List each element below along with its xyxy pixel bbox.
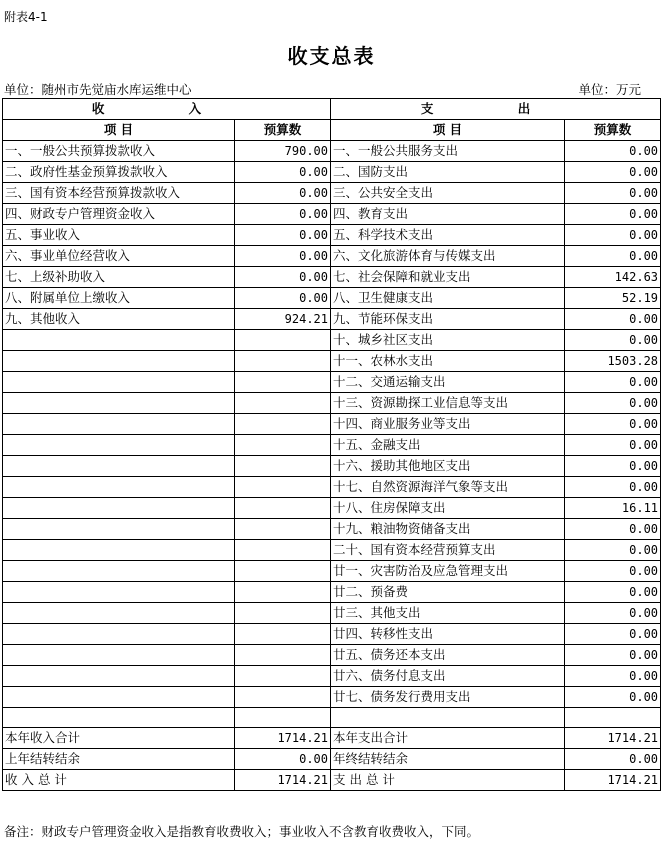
total-row xyxy=(3,749,661,770)
income-value-cell xyxy=(235,708,331,728)
unit-currency: 单位：万元 xyxy=(578,82,641,97)
expense-item-cell: 十一、农林水支出 xyxy=(331,351,565,372)
expense-item-cell: 十八、住房保障支出 xyxy=(331,498,565,519)
table-row xyxy=(3,519,661,540)
expense-item-cell: 八、卫生健康支出 xyxy=(331,288,565,309)
table-row xyxy=(3,540,661,561)
expense-item-cell: 廿四、转移性支出 xyxy=(331,624,565,645)
expense-item-cell: 廿七、债务发行费用支出 xyxy=(331,687,565,708)
expense-value-cell: 0.00 xyxy=(565,477,661,498)
expense-value-cell: 0.00 xyxy=(565,372,661,393)
income-value-cell xyxy=(235,687,331,708)
income-item-cell xyxy=(3,645,235,666)
expense-item-cell: 廿五、债务还本支出 xyxy=(331,645,565,666)
income-value-cell xyxy=(235,414,331,435)
expense-item-cell: 十、城乡社区支出 xyxy=(331,330,565,351)
expense-value-cell: 0.00 xyxy=(565,540,661,561)
table-row xyxy=(3,687,661,708)
expense-item-cell: 十二、交通运输支出 xyxy=(331,372,565,393)
table-row xyxy=(3,498,661,519)
income-item-cell xyxy=(3,561,235,582)
total-row xyxy=(3,728,661,749)
income-item-cell xyxy=(3,519,235,540)
table-row xyxy=(3,435,661,456)
income-item-cell xyxy=(3,708,235,728)
page-title: 收支总表 xyxy=(287,44,376,68)
expense-section-header: 支 出 xyxy=(331,99,661,120)
table-row xyxy=(3,708,661,728)
income-item-cell xyxy=(3,351,235,372)
table-row xyxy=(3,393,661,414)
table-row xyxy=(3,162,661,183)
section-header-row xyxy=(3,99,661,120)
expense-value-cell: 52.19 xyxy=(565,288,661,309)
income-value-cell xyxy=(235,666,331,687)
expense-item-cell: 二十、国有资本经营预算支出 xyxy=(331,540,565,561)
expense-item-cell: 四、教育支出 xyxy=(331,204,565,225)
income-value-cell xyxy=(235,477,331,498)
expense-item-cell: 七、社会保障和就业支出 xyxy=(331,267,565,288)
income-item-cell xyxy=(3,435,235,456)
table-row xyxy=(3,645,661,666)
footnote: 备注：财政专户管理资金收入是指教育收费收入；事业收入不含教育收费收入，下同。 xyxy=(4,824,480,839)
expense-value-cell: 0.00 xyxy=(565,666,661,687)
expense-item-cell: 十九、粮油物资储备支出 xyxy=(331,519,565,540)
income-item-cell xyxy=(3,582,235,603)
income-item-cell xyxy=(3,540,235,561)
expense-value-cell: 0.00 xyxy=(565,309,661,330)
table-row xyxy=(3,477,661,498)
total-expense-value: 1714.21 xyxy=(565,728,661,749)
income-value-cell xyxy=(235,624,331,645)
table-row xyxy=(3,267,661,288)
table-row xyxy=(3,624,661,645)
income-section-header: 收 入 xyxy=(3,99,331,120)
expense-item-cell: 廿二、预备费 xyxy=(331,582,565,603)
expense-item-cell: 二、国防支出 xyxy=(331,162,565,183)
expense-value-cell: 0.00 xyxy=(565,456,661,477)
income-value-cell: 0.00 xyxy=(235,288,331,309)
income-value-cell xyxy=(235,351,331,372)
income-item-cell: 五、事业收入 xyxy=(3,225,235,246)
income-value-cell xyxy=(235,561,331,582)
income-value-cell: 0.00 xyxy=(235,246,331,267)
income-budget-column-header: 预算数 xyxy=(235,120,331,141)
income-value-cell xyxy=(235,603,331,624)
total-income-value: 0.00 xyxy=(235,749,331,770)
expense-value-cell: 0.00 xyxy=(565,582,661,603)
income-value-cell xyxy=(235,456,331,477)
expense-value-cell: 0.00 xyxy=(565,519,661,540)
expense-value-cell: 0.00 xyxy=(565,603,661,624)
expense-value-cell: 0.00 xyxy=(565,330,661,351)
income-item-cell xyxy=(3,393,235,414)
income-item-cell: 七、上级补助收入 xyxy=(3,267,235,288)
income-item-cell xyxy=(3,687,235,708)
expense-item-cell: 廿三、其他支出 xyxy=(331,603,565,624)
expense-item-cell: 三、公共安全支出 xyxy=(331,183,565,204)
expense-item-cell: 九、节能环保支出 xyxy=(331,309,565,330)
expense-value-cell: 16.11 xyxy=(565,498,661,519)
income-value-cell: 924.21 xyxy=(235,309,331,330)
expense-value-cell: 0.00 xyxy=(565,393,661,414)
expense-item-cell xyxy=(331,708,565,728)
expense-item-cell: 十三、资源勘探工业信息等支出 xyxy=(331,393,565,414)
income-item-cell xyxy=(3,372,235,393)
table-row xyxy=(3,666,661,687)
expense-item-cell: 五、科学技术支出 xyxy=(331,225,565,246)
income-item-cell: 三、国有资本经营预算拨款收入 xyxy=(3,183,235,204)
total-expense-label: 支 出 总 计 xyxy=(331,770,565,791)
total-income-value: 1714.21 xyxy=(235,728,331,749)
expense-value-cell: 0.00 xyxy=(565,141,661,162)
income-item-cell xyxy=(3,624,235,645)
expense-value-cell: 142.63 xyxy=(565,267,661,288)
income-value-cell: 0.00 xyxy=(235,204,331,225)
table-number: 附表4-1 xyxy=(4,10,48,24)
table-row xyxy=(3,288,661,309)
expense-item-cell: 十四、商业服务业等支出 xyxy=(331,414,565,435)
total-expense-label: 本年支出合计 xyxy=(331,728,565,749)
income-item-column-header: 项 目 xyxy=(3,120,235,141)
expense-item-cell: 十五、金融支出 xyxy=(331,435,565,456)
income-item-cell xyxy=(3,477,235,498)
expense-item-column-header: 项 目 xyxy=(331,120,565,141)
total-income-label: 收 入 总 计 xyxy=(3,770,235,791)
table-row xyxy=(3,561,661,582)
table-row xyxy=(3,141,661,162)
expense-value-cell xyxy=(565,708,661,728)
budget-summary-table xyxy=(2,98,661,791)
expense-value-cell: 0.00 xyxy=(565,225,661,246)
table-row xyxy=(3,246,661,267)
income-item-cell xyxy=(3,603,235,624)
expense-value-cell: 0.00 xyxy=(565,162,661,183)
income-value-cell xyxy=(235,393,331,414)
total-expense-label: 年终结转结余 xyxy=(331,749,565,770)
unit-organization: 单位：随州市先觉庙水库运维中心 xyxy=(4,82,192,97)
table-row xyxy=(3,603,661,624)
expense-value-cell: 0.00 xyxy=(565,183,661,204)
table-row xyxy=(3,204,661,225)
table-row xyxy=(3,330,661,351)
expense-value-cell: 0.00 xyxy=(565,687,661,708)
income-value-cell xyxy=(235,540,331,561)
table-row xyxy=(3,414,661,435)
table-row xyxy=(3,372,661,393)
income-value-cell: 0.00 xyxy=(235,162,331,183)
table-row xyxy=(3,351,661,372)
table-row xyxy=(3,225,661,246)
expense-value-cell: 0.00 xyxy=(565,246,661,267)
total-row xyxy=(3,770,661,791)
income-item-cell xyxy=(3,498,235,519)
expense-value-cell: 0.00 xyxy=(565,204,661,225)
income-value-cell: 790.00 xyxy=(235,141,331,162)
income-item-cell xyxy=(3,330,235,351)
table-row xyxy=(3,582,661,603)
income-value-cell xyxy=(235,330,331,351)
expense-value-cell: 0.00 xyxy=(565,414,661,435)
income-value-cell xyxy=(235,645,331,666)
income-item-cell: 八、附属单位上缴收入 xyxy=(3,288,235,309)
expense-budget-column-header: 预算数 xyxy=(565,120,661,141)
table-row xyxy=(3,309,661,330)
table-row xyxy=(3,456,661,477)
income-value-cell xyxy=(235,582,331,603)
column-header-row xyxy=(3,120,661,141)
income-item-cell: 九、其他收入 xyxy=(3,309,235,330)
total-expense-value: 0.00 xyxy=(565,749,661,770)
income-item-cell: 六、事业单位经营收入 xyxy=(3,246,235,267)
expense-value-cell: 1503.28 xyxy=(565,351,661,372)
expense-item-cell: 十七、自然资源海洋气象等支出 xyxy=(331,477,565,498)
income-item-cell: 一、一般公共预算拨款收入 xyxy=(3,141,235,162)
income-item-cell: 二、政府性基金预算拨款收入 xyxy=(3,162,235,183)
income-value-cell: 0.00 xyxy=(235,183,331,204)
expense-value-cell: 0.00 xyxy=(565,645,661,666)
income-item-cell: 四、财政专户管理资金收入 xyxy=(3,204,235,225)
expense-value-cell: 0.00 xyxy=(565,435,661,456)
expense-item-cell: 一、一般公共服务支出 xyxy=(331,141,565,162)
total-expense-value: 1714.21 xyxy=(565,770,661,791)
income-item-cell xyxy=(3,666,235,687)
total-income-value: 1714.21 xyxy=(235,770,331,791)
income-item-cell xyxy=(3,456,235,477)
income-value-cell: 0.00 xyxy=(235,267,331,288)
expense-value-cell: 0.00 xyxy=(565,624,661,645)
expense-item-cell: 廿六、债务付息支出 xyxy=(331,666,565,687)
total-income-label: 本年收入合计 xyxy=(3,728,235,749)
expense-value-cell: 0.00 xyxy=(565,561,661,582)
income-value-cell xyxy=(235,498,331,519)
income-value-cell xyxy=(235,372,331,393)
income-value-cell xyxy=(235,519,331,540)
expense-item-cell: 六、文化旅游体育与传媒支出 xyxy=(331,246,565,267)
table-row xyxy=(3,183,661,204)
income-value-cell: 0.00 xyxy=(235,225,331,246)
income-item-cell xyxy=(3,414,235,435)
expense-item-cell: 十六、援助其他地区支出 xyxy=(331,456,565,477)
expense-item-cell: 廿一、灾害防治及应急管理支出 xyxy=(331,561,565,582)
income-value-cell xyxy=(235,435,331,456)
total-income-label: 上年结转结余 xyxy=(3,749,235,770)
